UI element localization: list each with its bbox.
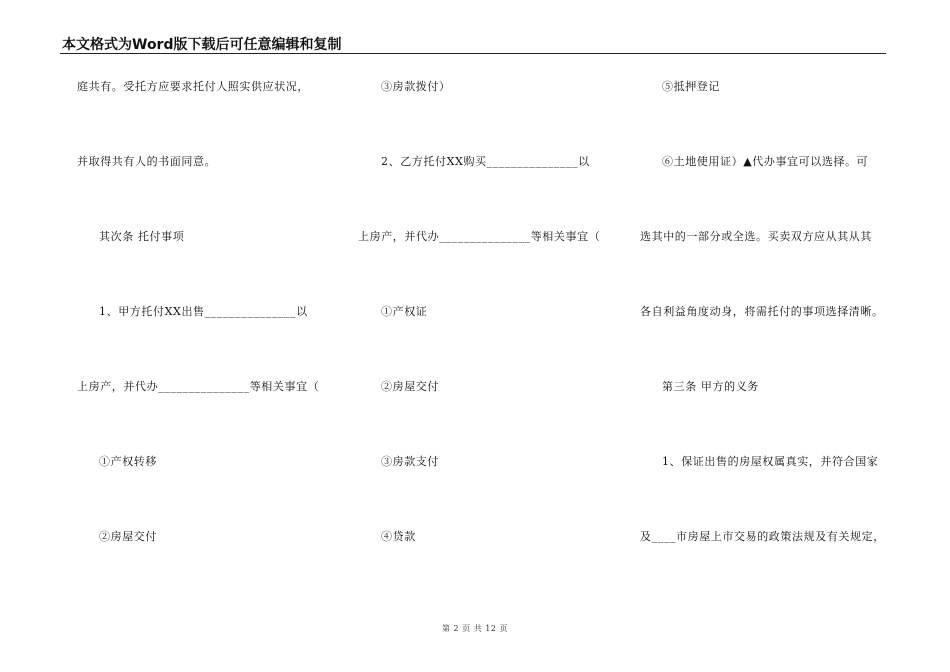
col1-line-3: 其次条 托付事项 — [99, 230, 185, 243]
col3-line-1: ⑤抵押登记 — [662, 80, 720, 93]
col1-line-5: 上房产，并代办_______________等相关事宜（ — [77, 380, 320, 393]
col3-line-5: 第三条 甲方的义务 — [662, 380, 759, 393]
col3-line-7: 及____市房屋上市交易的政策法规及有关规定， — [640, 530, 885, 543]
col2-line-1: ③房款拨付） — [381, 80, 451, 93]
col1-line-4: 1、甲方托付XX出售_______________以 — [99, 305, 308, 318]
col1-line-7: ②房屋交付 — [99, 530, 157, 543]
col2-line-4: ①产权证 — [381, 305, 428, 318]
col2-line-2: 2、乙方托付XX购买_______________以 — [381, 155, 590, 168]
header-divider — [60, 53, 886, 54]
col2-line-6: ③房款支付 — [381, 455, 439, 468]
col3-line-3: 选其中的一部分或全选。买卖双方应从其从其 — [640, 230, 872, 243]
col3-line-4: 各自利益角度动身，将需托付的事项选择清晰。 — [640, 305, 884, 318]
col3-line-2: ⑥土地使用证）▲代办事宜可以选择。可 — [662, 155, 869, 168]
col3-line-6: 1、保证出售的房屋权属真实，并符合国家 — [662, 455, 879, 468]
document-header-title: 本文格式为Word版下载后可任意编辑和复制 — [62, 37, 342, 53]
col1-line-6: ①产权转移 — [99, 455, 157, 468]
col1-line-1: 庭共有。受托方应要求托付人照实供应状况， — [77, 80, 309, 93]
page-number: 第 2 页 共 12 页 — [442, 624, 508, 633]
col2-line-3: 上房产，并代办_______________等相关事宜（ — [358, 230, 601, 243]
col2-line-5: ②房屋交付 — [381, 380, 439, 393]
col2-line-7: ④贷款 — [381, 530, 416, 543]
col1-line-2: 并取得共有人的书面同意。 — [77, 155, 217, 168]
